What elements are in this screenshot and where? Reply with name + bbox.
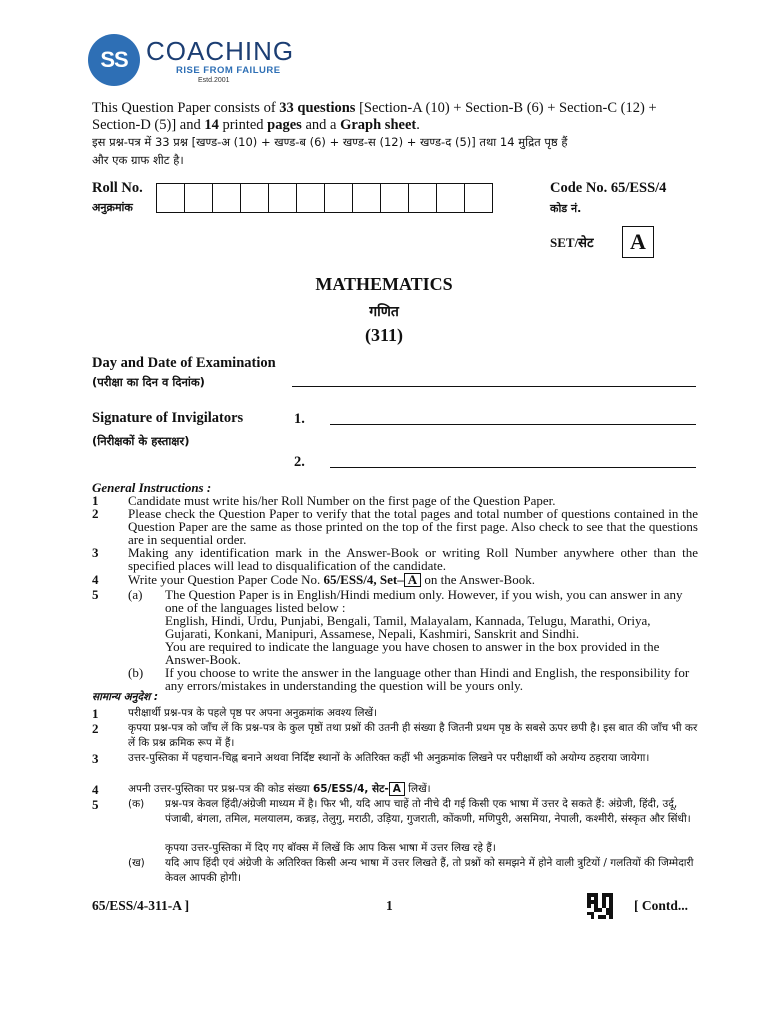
roll-number-box[interactable] [380,183,409,213]
paper-summary-en: This Question Paper consists of 33 questions [Section-A (10) + Section-B (6) + Section-C (12) + Section-D (5)] and 14 printed pages and a Graph sheet. [92,100,657,133]
footer-contd: [ Contd... [634,898,689,913]
roll-number-box[interactable] [296,183,325,213]
logo-name: COACHING [146,36,295,66]
roll-number-box[interactable] [212,183,241,213]
code-number-label-hi: कोड नं. [550,202,582,215]
subject-code: (311) [365,325,403,345]
roll-number-box[interactable] [324,183,353,213]
exam-date-label: Day and Date of Examination [92,355,276,371]
subject-title-hi: गणित [369,304,399,320]
code-number: Code No. 65/ESS/4 [550,180,667,196]
roll-number-label: Roll No. [92,180,143,196]
footer-paper-code: 65/ESS/4-311-A ] [92,898,190,913]
roll-number-box[interactable] [436,183,465,213]
roll-number-box[interactable] [464,183,493,213]
paper-summary-hi: इस प्रश्न-पत्र में 33 प्रश्न [खण्ड-अ (10) + खण्ड-ब (6) + खण्ड-स (12) + खण्ड-द (5)] तथा 14 मुद्रित पृष्ठ हैं और एक ग्राफ शीट है। [92,135,568,167]
general-instructions-heading: General Instructions : [92,480,212,495]
roll-number-box[interactable] [352,183,381,213]
roll-number-box[interactable] [240,183,269,213]
qr-code-icon [587,893,613,919]
signature-number-1: 1. [294,411,305,427]
exam-date-label-hi: (परीक्षा का दिन व दिनांक) [92,375,205,389]
subject-title: MATHEMATICS [315,274,453,294]
roll-number-box[interactable] [184,183,213,213]
set-box-inline-hi: A [389,782,405,796]
footer-page-number: 1 [386,898,393,913]
roll-number-box[interactable] [156,183,185,213]
invigilator-signature-label-hi: (निरीक्षकों के हस्ताक्षर) [92,434,190,448]
set-value: A [622,226,654,258]
signature-number-2: 2. [294,454,305,470]
logo-estd: Estd.2001 [198,77,230,84]
roll-number-box[interactable] [408,183,437,213]
roll-number-boxes[interactable] [157,183,493,213]
hindi-instructions-heading: सामान्य अनुदेश : [92,691,159,703]
logo-mark: SS [88,34,140,86]
roll-number-box[interactable] [268,183,297,213]
logo-tagline: RISE FROM FAILURE [176,65,281,76]
roll-number-label-hi: अनुक्रमांक [92,201,133,214]
invigilator-signature-label: Signature of Invigilators [92,410,244,426]
set-label: SET/सेट [550,235,594,250]
signature-line-1[interactable] [330,424,696,425]
signature-line-2[interactable] [330,467,696,468]
exam-date-line[interactable] [292,386,696,387]
set-box-inline: A [404,573,421,587]
